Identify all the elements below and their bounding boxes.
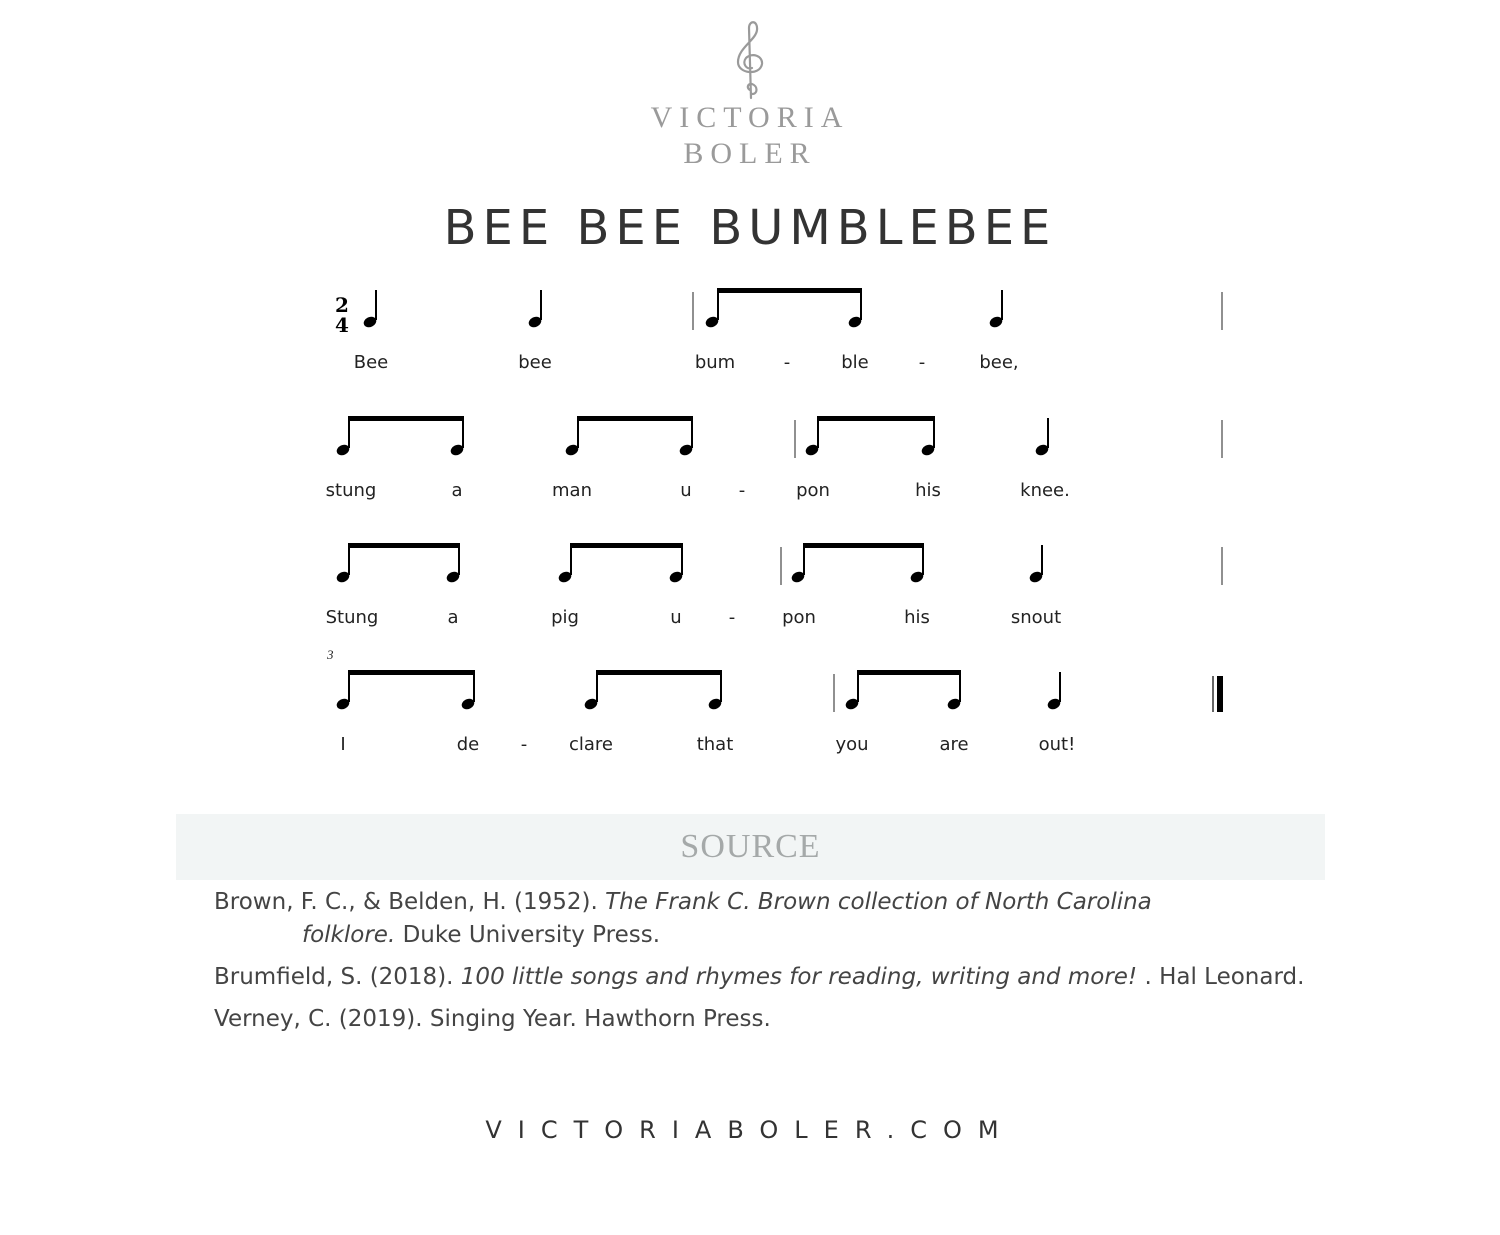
lyric-syllable: de <box>456 734 480 755</box>
note-beam <box>577 416 693 421</box>
logo-name-line2: BOLER <box>683 137 817 170</box>
note-beam <box>857 670 961 675</box>
note-beam <box>803 543 924 548</box>
lyric-syllable: bee, <box>979 352 1019 373</box>
lyric-syllable: pig <box>551 607 579 628</box>
note-beam <box>348 670 475 675</box>
lyric-syllable: Bee <box>353 352 389 373</box>
lyric-hyphen: - <box>738 480 746 501</box>
source-header-bar <box>176 814 1325 880</box>
note-beam <box>570 543 683 548</box>
reference-authors: Brumfield, S. (2018). <box>214 964 461 990</box>
lyric-syllable: Stung <box>325 607 379 628</box>
lyric-syllable: a <box>447 607 459 628</box>
lyric-syllable: u <box>680 480 692 501</box>
lyric-syllable: are <box>939 734 969 755</box>
measure-number: 3 <box>327 647 334 662</box>
note-beam <box>596 670 722 675</box>
reference-item <box>214 886 1334 952</box>
reference-item <box>214 1003 1334 1036</box>
lyric-hyphen: - <box>783 352 791 373</box>
lyric-syllable: clare <box>568 734 614 755</box>
lyric-syllable: his <box>915 480 941 501</box>
time-signature-bottom: 4 <box>335 313 349 337</box>
reference-publisher: Duke University Press. <box>395 922 661 948</box>
song-title: BEE BEE BUMBLEBEE <box>443 200 1057 256</box>
reference-publisher: . Hal Leonard. <box>1137 964 1305 990</box>
lyric-syllable: man <box>552 480 592 501</box>
note-beam <box>717 288 862 293</box>
time-signature-top: 2 <box>335 293 349 317</box>
lyric-syllable: you <box>835 734 869 755</box>
lyric-hyphen: - <box>520 734 528 755</box>
reference-list <box>214 886 1334 1045</box>
lyric-syllable: knee. <box>1020 480 1070 501</box>
final-barline-thick <box>1217 676 1223 712</box>
reference-item <box>214 961 1334 994</box>
reference-title-cont: folklore. <box>302 922 396 948</box>
lyric-syllable: pon <box>796 480 830 501</box>
reference-title: 100 little songs and rhymes for reading, writing and more! <box>460 964 1138 990</box>
reference-title: The Frank C. Brown collection of North Carolina <box>605 889 1152 915</box>
lyric-syllable: I <box>340 734 346 755</box>
reference-continuation <box>214 919 1334 952</box>
lyric-syllable: snout <box>1010 607 1062 628</box>
lyric-syllable: his <box>904 607 930 628</box>
lyric-syllable: a <box>451 480 463 501</box>
reference-text: Verney, C. (2019). Singing Year. Hawthorn Press. <box>214 1006 771 1032</box>
lyric-syllable: bee <box>518 352 552 373</box>
note-beam <box>348 543 460 548</box>
lyric-syllable: pon <box>782 607 816 628</box>
reference-authors: Brown, F. C., & Belden, H. (1952). <box>214 889 606 915</box>
lyric-hyphen: - <box>918 352 926 373</box>
logo-name-line1: VICTORIA <box>650 101 850 134</box>
lyric-syllable: stung <box>325 480 377 501</box>
lyric-syllable: u <box>670 607 682 628</box>
lyric-syllable: bum <box>694 352 736 373</box>
lyric-syllable: ble <box>841 352 869 373</box>
note-beam <box>817 416 935 421</box>
note-beam <box>348 416 464 421</box>
lyric-hyphen: - <box>728 607 736 628</box>
lyric-syllable: that <box>696 734 734 755</box>
lyric-syllable: out! <box>1038 734 1076 755</box>
source-heading: SOURCE <box>680 828 821 865</box>
footer-website: VICTORIABOLER.COM <box>485 1116 1015 1144</box>
